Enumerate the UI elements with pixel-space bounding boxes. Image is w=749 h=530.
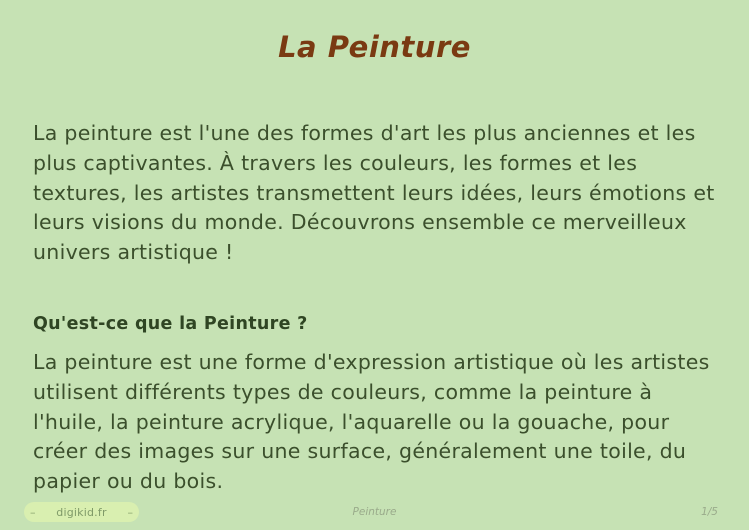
badge-left-dash: –	[30, 505, 36, 519]
badge-right-dash: –	[127, 505, 133, 519]
footer-topic-label: Peinture	[352, 506, 397, 518]
badge-site-label: digikid.fr	[56, 505, 107, 519]
footer-page-number: 1/5	[701, 506, 718, 518]
section-heading: Qu'est-ce que la Peinture ?	[33, 314, 308, 334]
page-title: La Peinture	[278, 30, 471, 64]
intro-paragraph: La peinture est l'une des formes d'art les plus anciennes et les plus captivantes. À travers les couleurs, les formes et les textures, les artistes transmettent leurs idées, leurs émotions et leurs visions du monde. Découvrons ensemble ce merveilleux univers artistique !	[33, 121, 715, 265]
section-paragraph: La peinture est une forme d'expression artistique où les artistes utilisent différents types de couleurs, comme la peinture à l'huile, la peinture acrylique, l'aquarelle ou la gouache, pour créer des images sur une surface, généralement une toile, du papier ou du bois.	[33, 350, 710, 494]
